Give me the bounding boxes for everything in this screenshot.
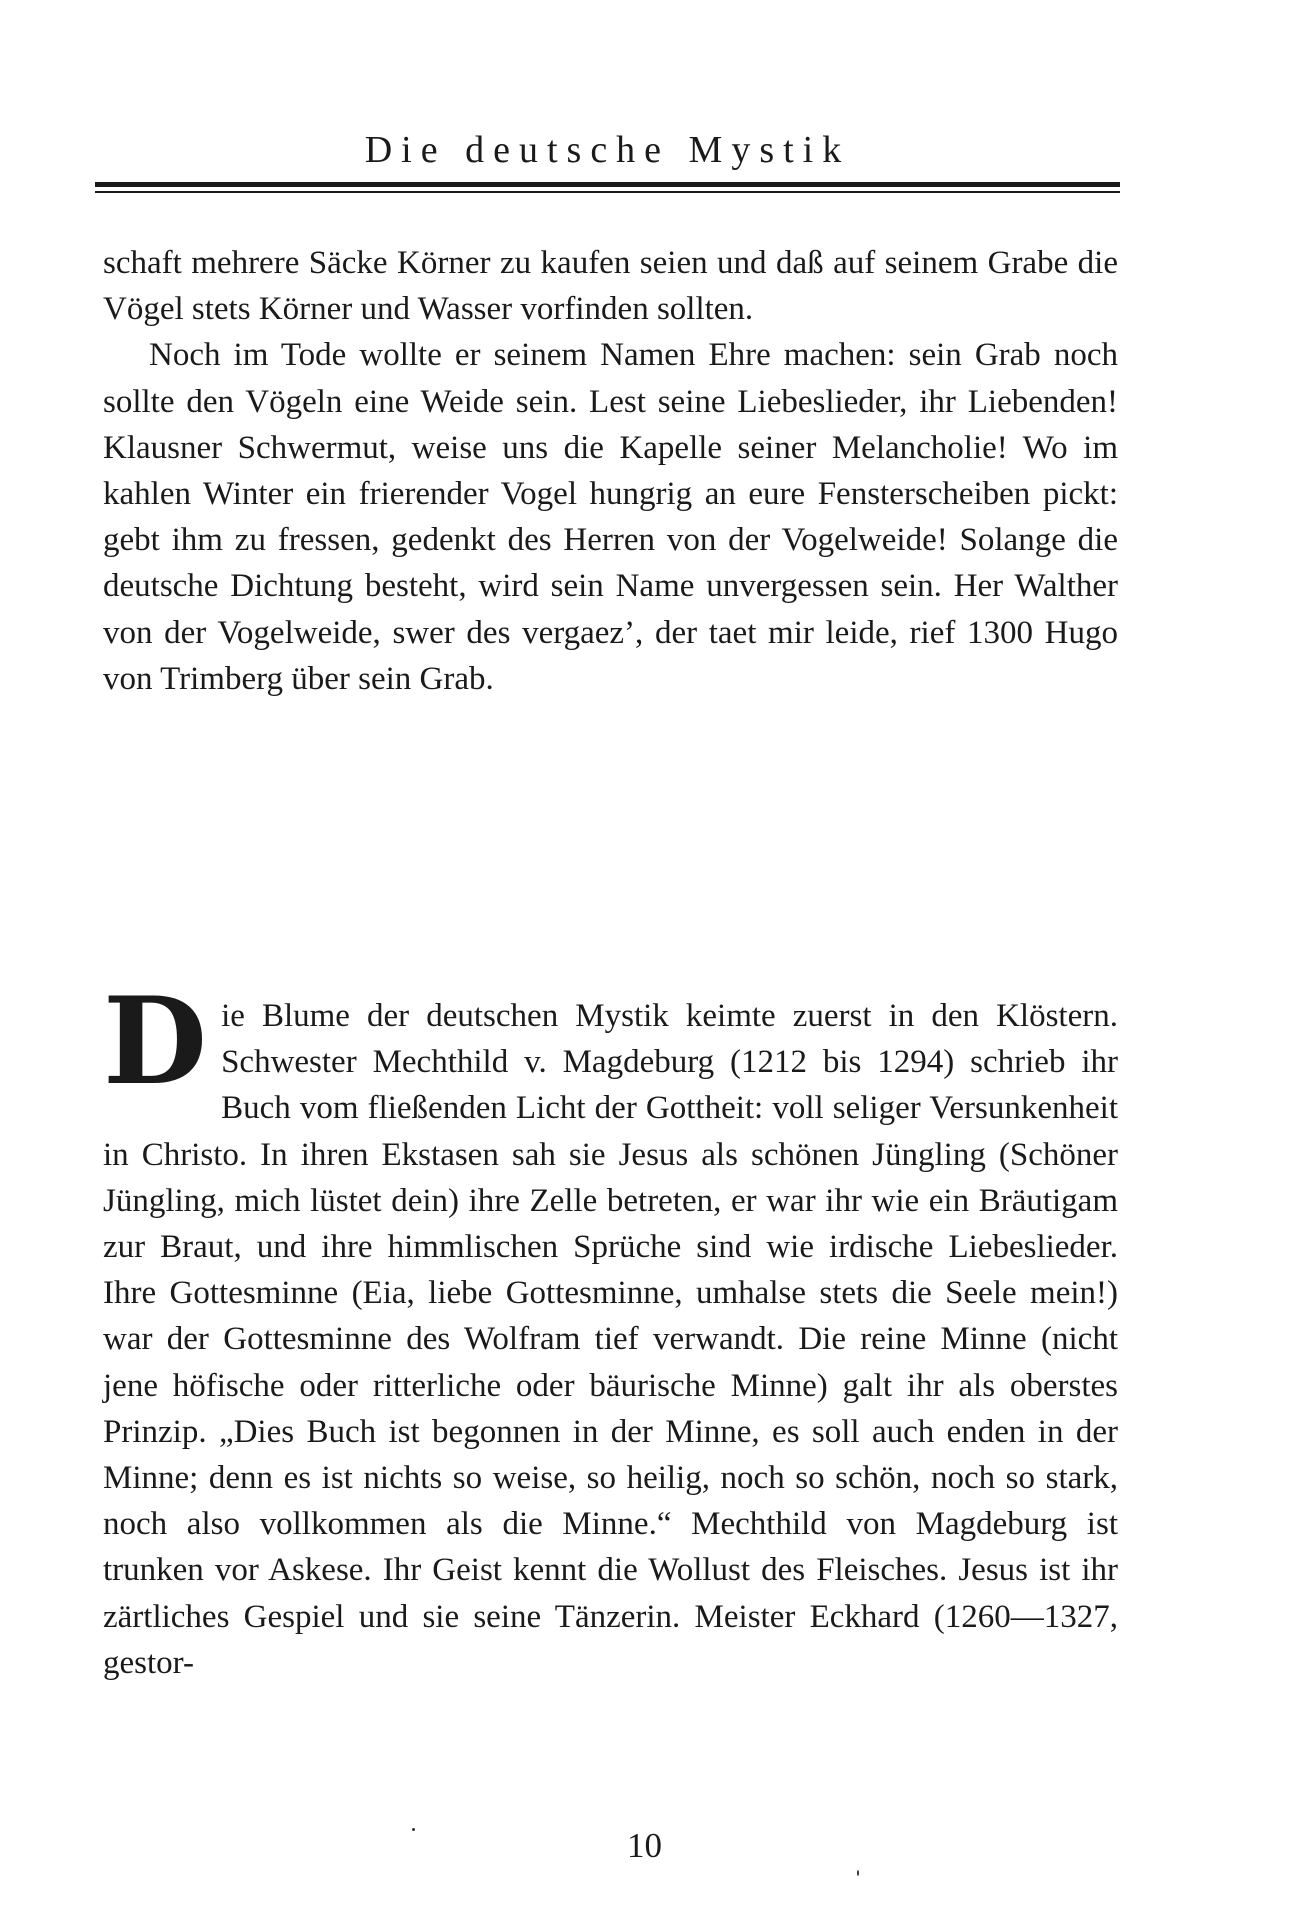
print-speck — [412, 1828, 415, 1831]
paragraph-continuation: schaft mehrere Säcke Körner zu kaufen seien und daß auf seinem Grabe die Vögel stets Körner und Wasser vorfinden sollten. — [103, 245, 1118, 328]
page-number: 10 — [627, 1826, 662, 1865]
text-block-walther — [103, 240, 1118, 702]
text-block-mystik — [103, 971, 1118, 1686]
drop-cap: D — [103, 971, 208, 1112]
paragraph-mechthild — [103, 971, 1118, 1686]
print-speck — [857, 1870, 859, 1876]
paragraph-mechthild-text: ie Blume der deutschen Mystik keimte zuerst in den Klöstern. Schwester Mechthild v. Magdeburg (1212 bis 1294) schrieb ihr Buch vom fließenden Licht der Gottheit: voll seliger Versunkenheit in Christo. In ihren Ekstasen sah sie Jesus als schönen Jüngling (Schöner Jüngling, mich lüstet dein) ihre Zelle betreten, er war ihr wie ein Bräutigam zur Braut, und ihre himmlischen Sprüche sind wie irdische Liebeslieder. Ihre Gottesminne (Eia, liebe Gottesminne, umhalse stets die Seele mein!) war der Gottesminne des Wolfram tief verwandt. Die reine Minne (nicht jene höfische oder ritterliche oder bäurische Minne) galt ihr als oberstes Prinzip. „Dies Buch ist begonnen in der Minne, es soll auch enden in der Minne; denn es ist nichts so weise, so heilig, noch so schön, noch so stark, noch also vollkommen als die Minne.“ Mechthild von Magdeburg ist trunken vor Askese. Ihr Geist kennt die Wollust des Fleisches. Jesus ist ihr zärtliches Gespiel und sie seine Tänzerin. Meister Eckhard (1260—1327, gestor- — [103, 998, 1118, 1681]
header-rule-thin — [95, 191, 1120, 193]
paragraph-walther: Noch im Tode wollte er seinem Namen Ehre machen: sein Grab noch sollte den Vögeln eine Weide sein. Lest seine Liebeslieder, ihr Liebenden! Klausner Schwermut, weise uns die Kapelle seiner Melancholie! Wo im kahlen Winter ein frierender Vogel hungrig an eure Fensterscheiben pickt: gebt ihm zu fressen, gedenkt des Herren von der Vogelweide! Solange die deutsche Dichtung besteht, wird sein Name unvergessen sein. Her Walther von der Vogelweide, swer des vergaez’, der taet mir leide, rief 1300 Hugo von Trimberg über sein Grab. — [103, 337, 1118, 697]
running-head: Die deutsche Mystik — [364, 129, 851, 171]
header-rule-thick — [95, 182, 1120, 187]
